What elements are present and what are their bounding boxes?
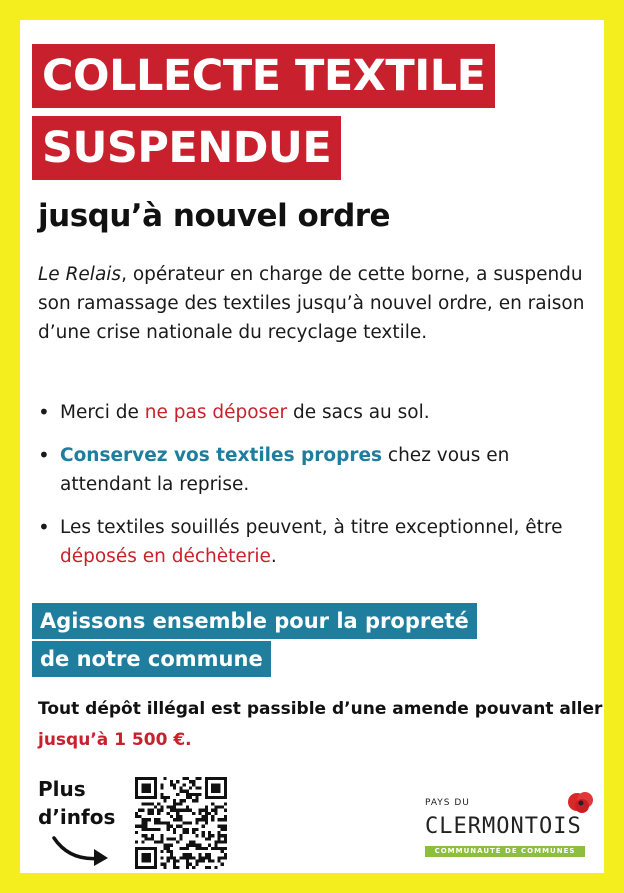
bullet-text-before: Les textiles souillés peuvent, à titre exceptionnel, être — [60, 517, 563, 538]
fine-text: Tout dépôt illégal est passible d’une amende pouvant aller — [38, 699, 603, 719]
subtitle: jusqu’à nouvel ordre — [38, 198, 391, 234]
bullet-item — [38, 513, 598, 571]
fine-amount: jusqu’à 1 500 €. — [38, 730, 192, 750]
more-info-line-2: d’infos — [38, 805, 116, 829]
fine-notice — [38, 694, 608, 756]
bullet-dot: • — [38, 515, 50, 539]
qr-code-icon[interactable] — [135, 777, 227, 869]
banner-line-1: Agissons ensemble pour la propreté — [32, 603, 477, 639]
logo-tagline: COMMUNAUTÉ DE COMMUNES — [425, 846, 585, 857]
bullet-text-after: chez vous en attendant la reprise. — [60, 445, 510, 495]
bullet-list — [38, 398, 598, 585]
poppy-icon — [565, 790, 599, 820]
bullet-item — [38, 441, 598, 499]
bullet-text-after: . — [270, 546, 277, 567]
logo-pays: PAYS DU — [425, 798, 470, 808]
arrow-icon — [50, 832, 120, 870]
intro-text: , opérateur en charge de cette borne, a suspendu son ramassage des textiles jusqu’à nouvel ordre, en raison d’une crise nationale du recyclage textile. — [38, 264, 585, 343]
more-info-label — [38, 775, 115, 831]
bullet-dot: • — [38, 443, 50, 467]
bullet-dot: • — [38, 400, 50, 424]
bullet-highlight: ne pas déposer — [144, 402, 288, 423]
title-line-1: COLLECTE TEXTILE — [32, 44, 495, 108]
bullet-highlight: déposés en déchèterie — [60, 546, 271, 567]
banner-line-2: de notre commune — [32, 641, 271, 677]
title-line-2: SUSPENDUE — [32, 116, 341, 180]
more-info-line-1: Plus — [38, 777, 86, 801]
bullet-text-before: Merci de — [60, 402, 145, 423]
operator-name: Le Relais — [38, 264, 122, 285]
bullet-highlight: Conservez vos textiles propres — [60, 445, 383, 466]
logo-name: CLERMONTOIS — [425, 814, 582, 839]
bullet-text-after: de sacs au sol. — [287, 402, 430, 423]
intro-paragraph — [38, 260, 598, 347]
clermontois-logo — [425, 790, 615, 880]
bullet-item — [38, 398, 598, 427]
